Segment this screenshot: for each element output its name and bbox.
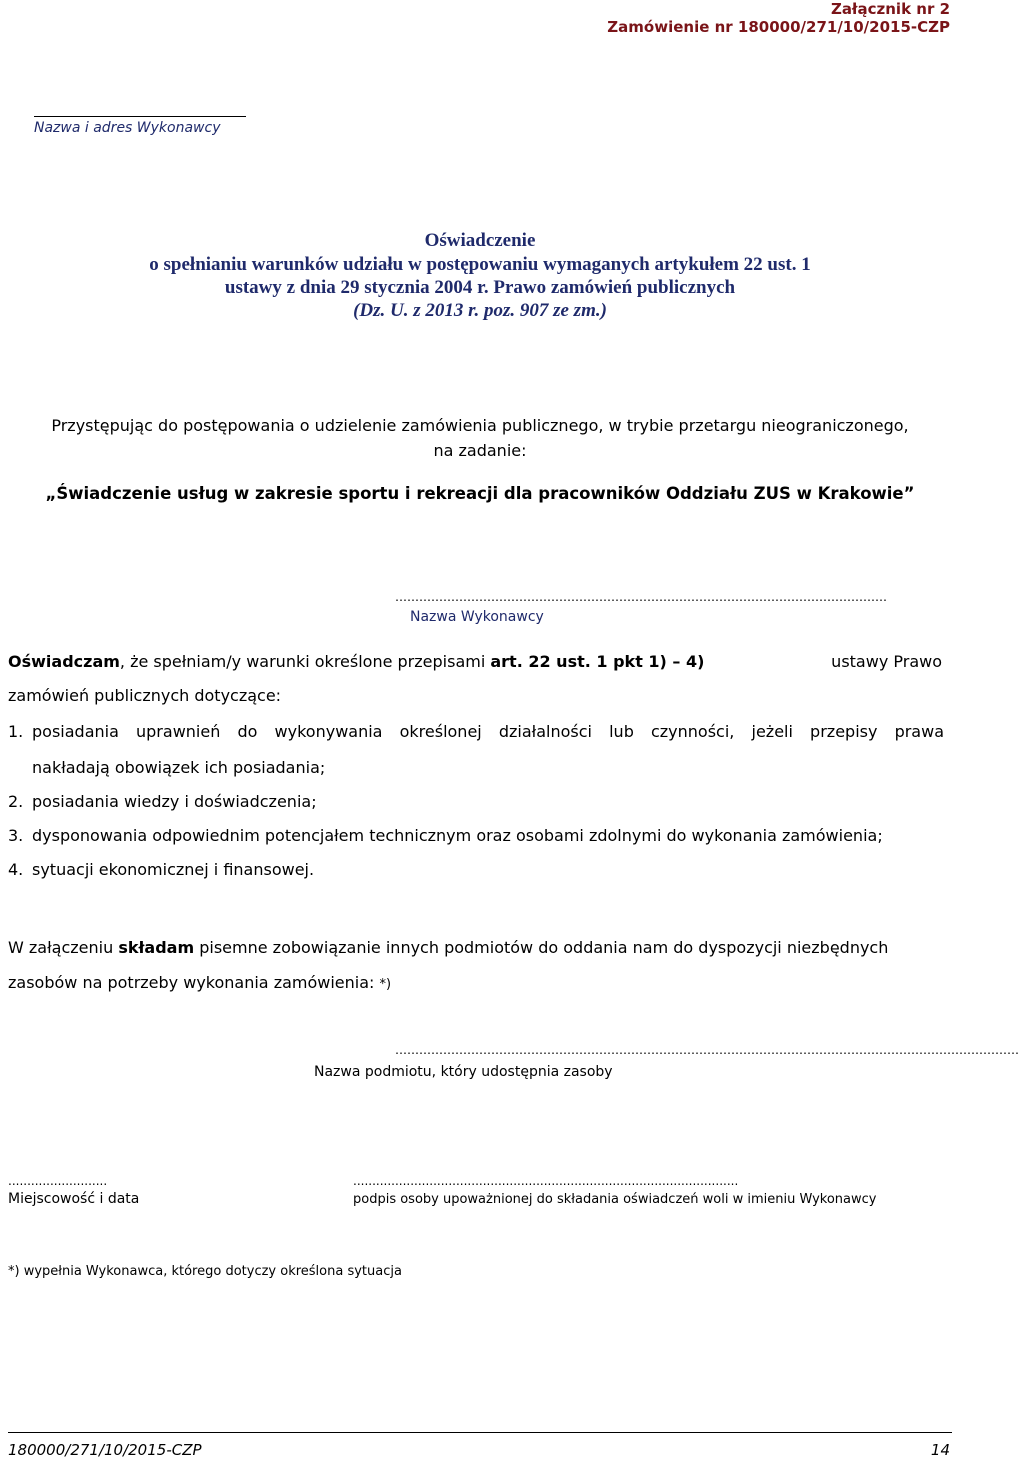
declaration-act: ustawy Prawo <box>831 652 942 671</box>
declaration-keyword: Oświadczam <box>8 652 120 671</box>
condition-3-text: dysponowania odpowiednim potencjałem technicznym oraz osobami zdolnymi do wykonania zamówienia; <box>32 826 883 845</box>
page-number: 14 <box>930 1441 950 1459</box>
contractor-dots: …………………………………………………………………………………………………………… <box>395 590 887 604</box>
entity-caption: Nazwa podmiotu, który udostępnia zasoby <box>314 1064 613 1080</box>
condition-3-num: 3. <box>8 826 24 845</box>
declaration-line2: zamówień publicznych dotyczące: <box>8 686 282 705</box>
intro-line1: Przystępując do postępowania o udzielenie zamówienia publicznego, w trybie przetargu nieograniczonego, <box>51 416 909 435</box>
attachment-line1 <box>8 938 888 957</box>
attachment-text-line2: zasobów na potrzeby wykonania zamówienia: <box>8 973 380 992</box>
place-caption: Miejscowość i data <box>8 1191 140 1207</box>
attachment-label: Załącznik nr 2 <box>830 0 950 18</box>
declaration-text: , że spełniam/y warunki określone przepisami <box>119 652 491 671</box>
contractor-name-caption: Nazwa Wykonawcy <box>410 609 544 625</box>
order-number: Zamówienie nr 180000/271/10/2015-CZP <box>607 18 950 36</box>
condition-1-text: posiadania uprawnień do wykonywania określonej działalności lub czynności, jeżeli przepisy prawa <box>32 722 944 741</box>
signature-caption: podpis osoby upoważnionej do składania oświadczeń woli w imieniu Wykonawcy <box>353 1192 877 1207</box>
condition-4-text: sytuacji ekonomicznej i finansowej. <box>32 860 315 879</box>
footnote: *) wypełnia Wykonawca, którego dotyczy określona sytuacja <box>8 1264 402 1279</box>
declaration-article: art. 22 ust. 1 pkt 1) – 4) <box>490 652 705 671</box>
place-dots: .......................... <box>8 1174 108 1188</box>
contractor-caption: Nazwa i adres Wykonawcy <box>34 120 221 136</box>
contractor-line <box>34 116 246 117</box>
title-line4: (Dz. U. z 2013 r. poz. 907 ze zm.) <box>353 300 607 321</box>
title-line2: o spełnianiu warunków udziału w postępowaniu wymaganych artykułem 22 ust. 1 <box>149 254 811 275</box>
title-line3: ustawy z dnia 29 stycznia 2004 r. Prawo zamówień publicznych <box>224 277 736 298</box>
attachment-text-c: pisemne zobowiązanie innych podmiotów do oddania nam do dyspozycji niezbędnych <box>194 938 889 957</box>
condition-4-num: 4. <box>8 860 24 879</box>
attachment-keyword: składam <box>118 938 195 957</box>
footnote-mark: *) <box>379 977 392 992</box>
condition-1-num: 1. <box>8 722 24 741</box>
condition-2-num: 2. <box>8 792 24 811</box>
task-name: „Świadczenie usług w zakresie sportu i rekreacji dla pracowników Oddziału ZUS w Krakowie” <box>45 484 915 503</box>
title-line1: Oświadczenie <box>424 230 536 251</box>
signature-dots: ..................................................................................................... <box>353 1174 739 1188</box>
footer-rule <box>8 1432 952 1433</box>
attachment-line2 <box>8 973 391 992</box>
attachment-text-a: W załączeniu <box>8 938 119 957</box>
condition-2-text: posiadania wiedzy i doświadczenia; <box>32 792 317 811</box>
condition-1-cont: nakładają obowiązek ich posiadania; <box>32 758 326 777</box>
declaration-line1 <box>8 652 943 671</box>
intro-line2: na zadanie: <box>433 441 527 460</box>
footer-order-number: 180000/271/10/2015-CZP <box>8 1441 202 1459</box>
entity-dots: ………………………………………………………………………………………………………………………………………… <box>395 1043 1019 1057</box>
